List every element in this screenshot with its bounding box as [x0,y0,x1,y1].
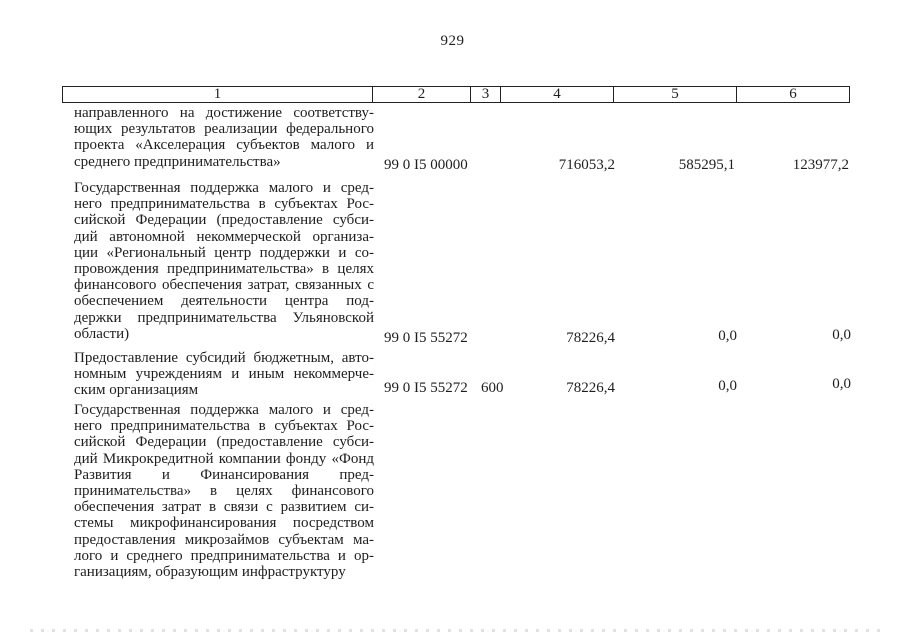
row-2-code: 99 0 I5 55272 [384,330,468,346]
row-1-description: направленного на достижение соответству-ющих результатов реализации федерального проекта «Акселерация субъектов малого и среднего предпринимательства» [74,105,374,170]
row-1-col5: 585295,1 [678,157,735,173]
header-col-5: 5 [614,87,737,102]
header-col-6: 6 [789,86,797,102]
header-col-2: 2 [373,87,471,102]
table-header [62,86,850,103]
row-1-col4: 716053,2 [558,157,615,173]
page-number: 929 [440,33,465,49]
row-1-col6: 123977,2 [792,157,849,173]
row-1-code: 99 0 I5 00000 [384,157,468,173]
row-2-col5: 0,0 [718,328,737,344]
row-3-col6: 0,0 [832,376,851,392]
row-2-col6: 0,0 [832,327,851,343]
row-2-col4: 78226,4 [566,330,615,346]
row-3-description: Предоставление субсидий бюджетным, авто-номным учреждениям и иным некоммерче-ским организациям [74,350,374,399]
row-3-col5: 0,0 [718,378,737,394]
row-3-col4: 78226,4 [566,380,615,396]
header-col-3: 3 [471,87,501,102]
row-2-description: Государственная поддержка малого и сред-него предпринимательства в субъектах Рос-сийской Федерации (предоставление субси-дий автономной некоммерческой организа-ции «Региональный центр поддержки и со-провождения предпринимательства» в целях финансового обеспечения затрат, связанных с обеспечением деятельности центра под-держки предпринимательства Ульяновской области) [74,180,374,342]
header-col-4: 4 [501,87,614,102]
row-3-type: 600 [481,380,504,396]
row-4-description: Государственная поддержка малого и сред-него предпринимательства в субъектах Рос-сийской Федерации (предоставление субси-дий Микрокредитной компании фонду «Фонд Развития и Финансирования пред-принимательства» в целях финансового обеспечения затрат в связи с развитием си-стемы микрофинансирования посредством предоставления микрозаймов субъектам ма-лого и среднего предпринимательства и ор-ганизациям, образующим инфраструктуру [74,402,374,581]
row-3-code: 99 0 I5 55272 [384,380,468,396]
header-col-1: 1 [63,87,373,102]
scan-artifact [30,629,880,632]
